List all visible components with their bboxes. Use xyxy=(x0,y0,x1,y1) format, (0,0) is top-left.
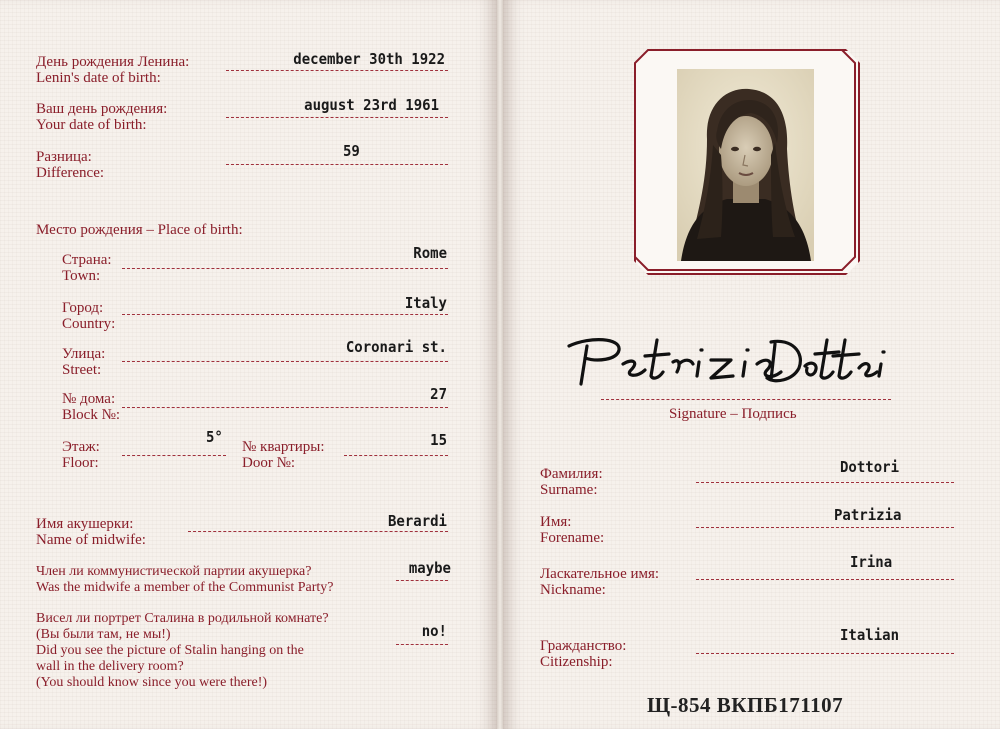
your-dob-line xyxy=(226,117,448,118)
citizenship-line xyxy=(696,653,954,654)
communist-label-en: Was the midwife a member of the Communist Party? xyxy=(36,580,334,595)
surname-value: Dottori xyxy=(840,459,900,477)
forename-value: Patrizia xyxy=(834,507,902,525)
country-value: Italy xyxy=(404,295,447,313)
lenin-dob-label-en: Lenin's date of birth: xyxy=(36,70,161,86)
surname-line xyxy=(696,482,954,483)
country-label-en: Country: xyxy=(62,316,116,332)
serial-number: Щ-854 ВКПБ171107 xyxy=(647,693,844,717)
nickname-value: Irina xyxy=(850,554,893,572)
citizenship-label-ru: Гражданство: xyxy=(540,638,627,654)
difference-label-en: Difference: xyxy=(36,165,105,181)
communist-label-ru: Член ли коммунистической партии акушерка? xyxy=(36,564,312,579)
stalin-line-1: Висел ли портрет Сталина в родильной комнате? xyxy=(36,611,329,626)
your-dob-label-en: Your date of birth: xyxy=(36,117,147,133)
nickname-label-ru: Ласкательное имя: xyxy=(540,566,660,582)
forename-label-en: Forename: xyxy=(540,530,605,546)
communist-value: maybe xyxy=(408,560,451,578)
town-value: Rome xyxy=(413,245,447,263)
door-value: 15 xyxy=(430,432,447,450)
country-line xyxy=(122,314,448,315)
lenin-dob-line xyxy=(226,70,448,71)
midwife-label-ru: Имя акушерки: xyxy=(36,516,134,532)
signature-line xyxy=(601,399,891,400)
midwife-label-en: Name of midwife: xyxy=(36,532,146,548)
stalin-value: no! xyxy=(421,623,447,641)
midwife-line xyxy=(188,531,448,532)
citizenship-label-en: Citizenship: xyxy=(540,654,613,670)
communist-line xyxy=(396,580,448,581)
town-line xyxy=(122,268,448,269)
stalin-line-3: Did you see the picture of Stalin hanging on the xyxy=(36,643,304,658)
street-line xyxy=(122,361,448,362)
block-line xyxy=(122,407,448,408)
nickname-line xyxy=(696,579,954,580)
town-label-en: Town: xyxy=(62,268,101,284)
lenin-dob-value: december 30th 1922 xyxy=(293,51,445,69)
citizenship-value: Italian xyxy=(840,627,900,645)
difference-label-ru: Разница: xyxy=(36,149,92,165)
block-label-ru: № дома: xyxy=(62,391,116,407)
block-value: 27 xyxy=(430,386,447,404)
midwife-value: Berardi xyxy=(387,513,447,531)
forename-line xyxy=(696,527,954,528)
street-label-ru: Улица: xyxy=(62,346,106,362)
difference-line xyxy=(226,164,448,165)
place-of-birth-heading: Место рождения – Place of birth: xyxy=(36,222,243,238)
street-label-en: Street: xyxy=(62,362,102,378)
town-label-ru: Страна: xyxy=(62,252,112,268)
surname-label-ru: Фамилия: xyxy=(540,466,603,482)
floor-line xyxy=(122,455,226,456)
floor-value: 5° xyxy=(206,429,223,447)
difference-value: 59 xyxy=(343,143,360,161)
street-value: Coronari st. xyxy=(345,339,447,357)
door-label-en: Door №: xyxy=(242,455,296,471)
stalin-line xyxy=(396,644,448,645)
lenin-dob-label-ru: День рождения Ленина: xyxy=(36,54,190,70)
stalin-line-2: (Вы были там, не мы!) xyxy=(36,627,171,642)
right-page xyxy=(503,0,1000,729)
signature-label: Signature – Подпись xyxy=(669,406,797,422)
floor-label-ru: Этаж: xyxy=(62,439,100,455)
signature-drawing xyxy=(561,328,921,392)
left-page xyxy=(0,0,497,729)
stalin-line-5: (You should know since you were there!) xyxy=(36,675,268,690)
portrait-image xyxy=(677,69,814,261)
forename-label-ru: Имя: xyxy=(540,514,572,530)
door-line xyxy=(344,455,448,456)
your-dob-label-ru: Ваш день рождения: xyxy=(36,101,168,117)
your-dob-value: august 23rd 1961 xyxy=(304,97,439,115)
door-label-ru: № квартиры: xyxy=(242,439,325,455)
block-label-en: Block №: xyxy=(62,407,121,423)
stalin-line-4: wall in the delivery room? xyxy=(36,659,184,674)
surname-label-en: Surname: xyxy=(540,482,598,498)
country-label-ru: Город: xyxy=(62,300,104,316)
portrait-photo xyxy=(677,69,814,261)
floor-label-en: Floor: xyxy=(62,455,99,471)
nickname-label-en: Nickname: xyxy=(540,582,606,598)
